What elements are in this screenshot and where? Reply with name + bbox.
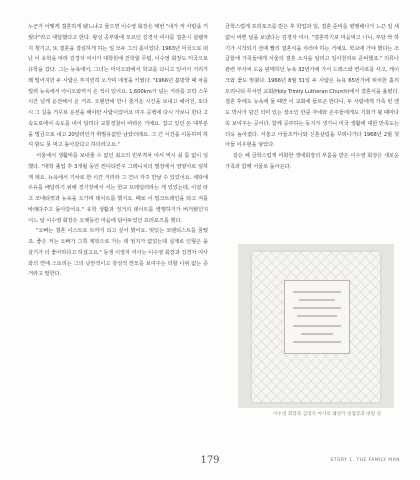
wedding-invitation-photo: [238, 244, 394, 408]
invitation-card: [252, 252, 380, 402]
right-text-column: [225, 22, 399, 173]
running-title: STORY 1. THE FAMILY MAN: [330, 458, 400, 463]
body-paragraph: 같은 해 금학스럽게 미화한 생애회장의 부름을 받은 이수영 회장은 새로운 가족과 함께 서울로 돌아온다.: [225, 153, 399, 170]
body-paragraph: 누군가 어떻게 결혼하게 됐느냐고 물으면 이수영 회장은 매번 "내가 저 사람을 키웠다"라고 대답했다고 한다. 왕성 공부밖에 모르던 김경자 여사를 결혼시 설렐까지 챙기고, 또 결혼을 결심하게 하는 일 모두 그의 몫이었다. 1963년 미국으로 떠난 이 유학을 따라 김경자 여사가 대학원에 진학할 무렵, 이수영 회장도 미국으로 유학을 갔다. 그는 뉴욕에서, 그녀는 미이오와에서 학교를 다니고 있어서 거리가 꽤 떨어지만 두 사람은 부지런히 오가며 애정을 키웠다. "1966년 봄방학 때 차를 빌려 뉴욕에서 아이오와까지 온 적이 있어요. 1,600km가 넘는 거리를 꼬박 스무 시간 넘게 운전해서 온 거죠. 오랜만에 만나 즐거운 시간을 보내고 헤어진, 또다시 그 길을 거꾸로 운전을 해야만 사람이었어요 미주 공백에 다시 가보니 한다 고속도로에서 속도를 내어 달리다 교통경찰이 따라온 거예요. 잡고 있던 돈 대부분을 벌금으로 내고 20달러인가 휘발유값만 남았더래요. 그 긴 시간을 이동하며 하셔 밤도 못 먹고 돌아갔다고 하더라고요.": [28, 24, 208, 149]
body-paragraph: 금학스럽게 프러포즈를 받은 후 학업과 일, 결혼 준비를 병행해나가 느끈 일 세 없이 바쁜 날을 보냈다는 김경자 여사. "결혼하기로 마음먹고 나니, 부담 싹 하기가 시작되기 전에 빨리 결혼식을 치러야 하는 거예요. 학교에 가야 했다는 조급함에 가족들에게 서울의 결혼 소식을 알리고 일사천리로 준비했죠." 의류나 관련 부자씨 도움 판매하던 뉴욕 32번가에 가서 드레스와 면사포를 사고, 케이크와 꽃도 맞췄다. 1966년 8월 31일 두 사람은 뉴욕 65번가에 위치한 홀리 트리니티 루서런 교회(Holy Trinity Lutheran Church)에서 결혼식을 올렸다. 결혼 후에도 뉴욕에 둘 때면 이 교회에 들르곤 한다니, 두 사람에게 가족 된 엔도 박사가 담긴 의미 있는 장소인 만큼 자네와 손주들에게도 기회가 될 때마다 꼭 보여주는 곳이다. 함께 공부하는 동지가 생기니 미국 생활에 대한 만족도는 더욱 높아졌다. 서울고 아들조카나와 신혼살림을 꾸려나가다 1968년 2월 첫아들 이우현을 낳았다.: [225, 24, 399, 149]
page-number: 179: [200, 455, 220, 466]
photo-caption: 이수영 회장과 김경자 여사의 웨딩카 청첩장과 대원 성: [273, 412, 381, 417]
body-paragraph: "오빠는 결혼 이스트로 트까지 되고 싶어 했어요. 멋있는 코렌티스트를 꿈꿨죠. 좋은 저는 오빠가 그쪽 제멋으로 가는 데 엄지가 없었는데 실제로 인형은 을 살기가 더 좋아하다고 하셨고요." 동생 이정자 여사는 이수영 회장과 김경자 여사와의 연애 스토리는 그의 낭만적이고 감성적 면모를 보여주는 더할 나위 없는 증거라고 말한다.: [28, 228, 208, 278]
left-text-column: [28, 22, 208, 280]
body-paragraph: 서울에서 생활비를 보내줄 수 없던 최고의 빈부격차 여서 역시 쉴 틈 없이 일했다. "대학 졸업 후 3개월 동안 컨디티칸주 그레니치의 별장에서 영양사로 일하게 돼요. 뉴욕에서 기차로 한 시간 거리라 그 건너 자주 만날 수 있었어요. 세탁에 우유를 배달하기 위해 경기장에서 서는 한교 트레일러라는 게 있었는데, 이걸 타고 코네티컷과 뉴욕을 오가며 데이트를 했지요. 때로 이 밀크트레인을 타고 저를 바래다주고 돌아갔어요." 유학 생활과 정거의 데이트를 병행하기가 버거웠던지 어느 날 이수영 회장은 오랫동안 마음에 담아두었던 프러포즈를 했다.: [28, 153, 208, 224]
invitation-text-frame: [284, 280, 350, 354]
